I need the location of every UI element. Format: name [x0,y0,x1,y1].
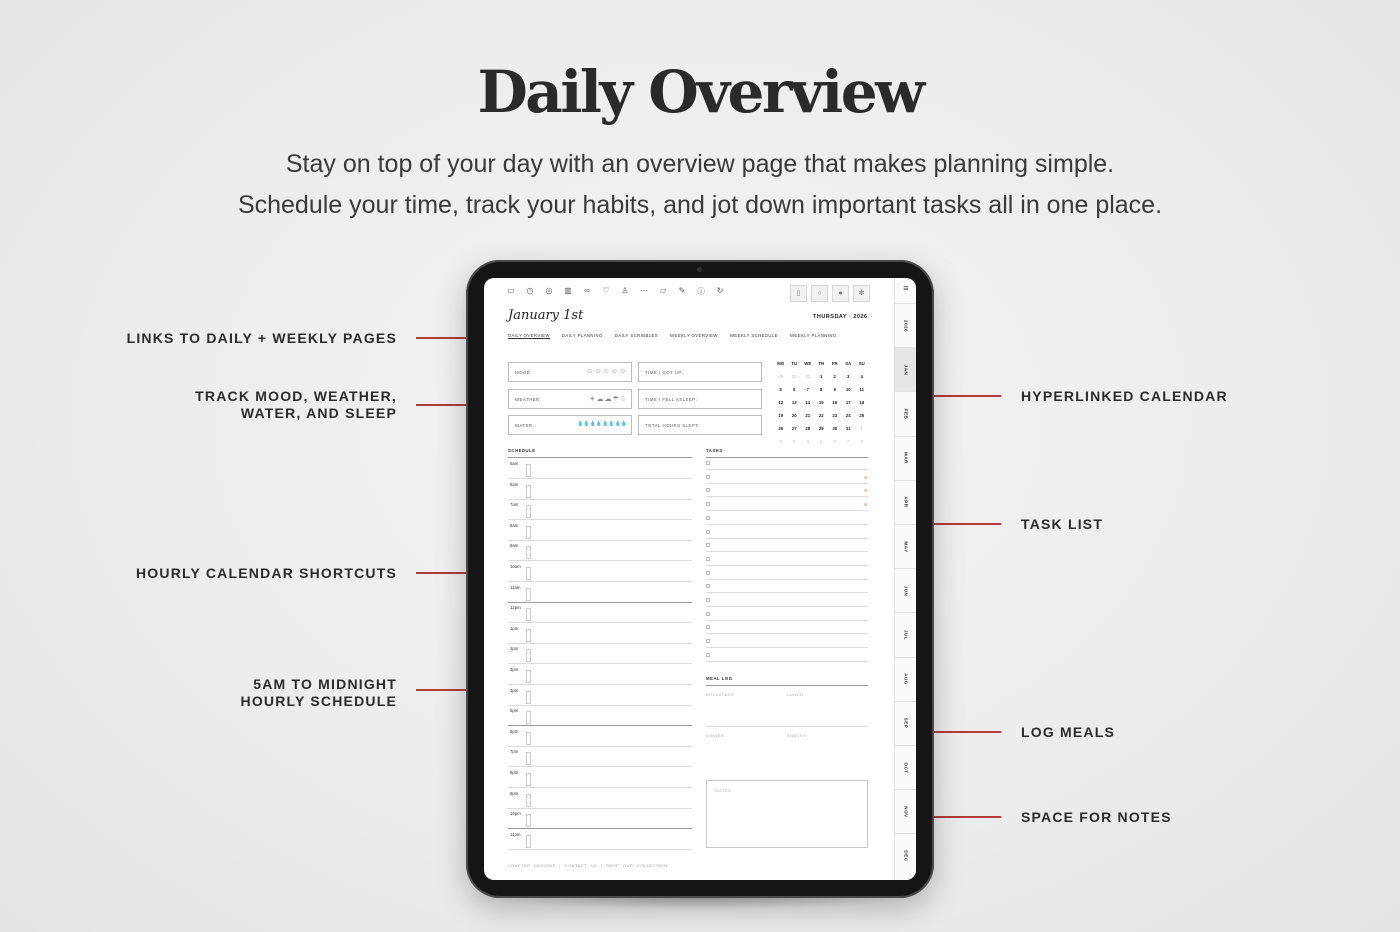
calendar-day[interactable]: 24 [845,413,851,418]
side-tab-label: JUL [903,629,909,641]
nav-daily-planning[interactable]: DAILY PLANNING [561,333,603,338]
schedule-line [508,766,692,767]
schedule-line [508,808,692,809]
calendar-day[interactable]: 30 [832,426,838,431]
hour-label[interactable]: 11am [510,584,521,590]
task-line [706,551,868,552]
hour-label[interactable]: 9am [510,543,519,549]
schedule-line [508,540,692,541]
tracker-label: WEATHER [515,397,540,402]
tracker-label: MOOD [515,370,531,375]
callout-line: LINKS TO DAILY + WEEKLY PAGES [126,330,397,346]
camera-icon [697,267,702,272]
callout-line: 5AM TO MIDNIGHT [253,676,397,692]
side-tab-month[interactable] [895,524,916,568]
side-tab-label: 2026 [903,319,909,332]
schedule-line [508,849,692,850]
toolbar-right [790,285,870,302]
hour-label[interactable]: 7am [510,502,519,508]
nav-weekly-schedule[interactable]: WEEKLY SCHEDULE [729,333,778,338]
side-tab-month[interactable] [895,657,916,701]
calendar-day[interactable]: 29 [818,426,824,431]
meal-dinner-label[interactable]: DINNER [706,733,725,738]
hour-shortcut-box[interactable] [526,711,531,724]
calendar-day[interactable]: 7 [806,387,809,392]
planner-toolbar [506,286,725,297]
callout-line: HOURLY CALENDAR SHORTCUTS [135,565,397,581]
callout-links-label [127,330,397,347]
calendar-day[interactable]: 6 [833,439,836,444]
hour-label[interactable]: 9pm [510,790,519,796]
schedule-line [508,643,692,644]
calendar-day[interactable]: 8 [820,387,823,392]
task-line [706,469,868,470]
calendar-day[interactable]: 13 [791,400,797,405]
side-tab-label: JAN [903,364,909,376]
target-icon[interactable]: ◎ [545,286,553,295]
calendar-week-row [774,400,869,413]
mood-tracker[interactable] [508,362,632,382]
weather-tracker[interactable] [508,389,632,409]
schedule-line [508,705,692,706]
date-title: January 1st [508,308,584,323]
side-tab-label: JUN [903,585,909,597]
callout-line: HOURLY SCHEDULE [240,693,397,709]
side-tab-month[interactable] [895,480,916,524]
side-tab-month[interactable] [895,612,916,656]
calendar-day[interactable]: 6 [793,387,796,392]
subtitle-line-1: Stay on top of your day with an overview page that makes planning simple. [285,150,1115,178]
calendar-day[interactable]: 1 [860,426,863,431]
footer-shop-link[interactable]: SHOP OUR COLLECTION [605,863,668,868]
task-line [706,620,868,621]
hour-label[interactable]: 8am [510,522,519,528]
notes-area[interactable] [706,780,868,848]
side-tab-month[interactable] [895,789,916,833]
tracker-label: TIME I FELL ASLEEP: [645,397,698,402]
task-line [706,565,868,566]
calendar-day[interactable]: 14 [805,400,811,405]
task-line [706,524,868,525]
hour-label[interactable]: 5am [510,461,519,466]
footer-brand-link[interactable]: CRAFTER DESIGN® [508,863,556,868]
hour-label[interactable]: 3pm [510,667,519,672]
hour-shortcut-box[interactable] [526,649,531,662]
hour-label[interactable]: 5pm [510,708,519,714]
task-checkbox[interactable] [706,488,710,492]
hour-label[interactable]: 2pm [510,646,519,652]
calendar-day[interactable]: 18 [859,400,865,405]
calendar-day[interactable]: 4 [860,374,863,379]
task-checkbox[interactable] [706,461,710,465]
meal-lunch-label[interactable]: LUNCH [787,692,804,697]
hour-shortcut-box[interactable] [526,835,531,848]
task-checkbox[interactable] [706,516,710,520]
side-tab-label: MAY [903,540,909,553]
task-line [706,647,868,648]
notes-label: NOTES [715,788,732,793]
schedule-line [508,519,692,520]
subtitle-line-2: Schedule your time, track your habits, and jot down important tasks all in one place. [237,191,1163,219]
water-drop-icons: 💧💧💧💧💧💧💧💧 [577,421,627,427]
planner-footer: CRAFTER DESIGN® | CONTACT US | SHOP OUR COLLECTION [508,863,668,868]
schedule-line [508,560,692,561]
task-checkbox[interactable] [706,584,710,588]
task-priority-dot [864,489,867,492]
task-checkbox[interactable] [706,557,710,561]
calendar-day[interactable]: 16 [832,400,838,405]
tracker-label: TIME I GOT UP: [645,370,684,375]
task-priority-dot [864,503,867,506]
weekday-label: TH [818,361,825,366]
hour-shortcut-box[interactable] [526,505,531,518]
calendar-week-row [774,413,869,426]
calendar-day[interactable]: 5 [820,439,823,444]
calendar-day[interactable]: 9 [833,387,836,392]
calendar-day[interactable]: 30 [791,374,797,379]
weekday-label: TU [791,361,798,366]
side-tab-label: FEB [903,408,909,420]
callout-hourly-label [136,565,397,582]
calendar-week-row [774,374,869,387]
hour-shortcut-box[interactable] [526,752,531,765]
weekday-label: SA [845,361,852,366]
callout-tasks-label [1021,516,1103,533]
mini-calendar [774,361,869,452]
hour-shortcut-box[interactable] [526,691,531,704]
calendar-day[interactable]: 26 [778,426,784,431]
task-checkbox[interactable] [706,543,710,547]
hour-label[interactable]: 6pm [510,728,519,734]
nav-daily-scribbles[interactable]: DAILY SCRIBBLES [614,333,659,338]
dots-icon[interactable]: ⋯ [640,286,648,295]
mood-faces-icon: ☺☺☺☺☺ [586,368,627,375]
side-tab-month[interactable] [895,833,916,877]
pen-icon[interactable]: ✎ [678,286,686,295]
hour-shortcut-box[interactable] [526,629,531,642]
task-checkbox[interactable] [706,502,710,506]
side-tab-label: APR [903,496,909,508]
task-priority-dot [864,476,867,479]
calendar-day[interactable]: 5 [779,387,782,392]
schedule-line [508,684,692,685]
callout-calendar-label [1021,388,1228,405]
callout-line: TASK LIST [1021,516,1104,532]
month-side-tabs [894,278,916,880]
task-line [706,606,868,607]
schedule-line [508,787,692,788]
task-line [706,483,868,484]
nav-daily-overview[interactable]: DAILY OVERVIEW [508,333,550,338]
side-tab-month[interactable] [895,701,916,745]
weekday-label: SU [858,361,865,366]
bookmark-icon[interactable]: ▯ [790,285,807,302]
hour-label[interactable]: 8pm [510,770,519,775]
hour-shortcut-box[interactable] [526,526,531,539]
callout-line: WATER, AND SLEEP [240,405,397,421]
meal-log-rule [706,685,868,686]
hour-shortcut-box[interactable] [526,567,531,580]
folder-icon[interactable]: ▱ [659,286,667,295]
schedule-line [508,663,692,664]
calendar-day[interactable]: 1 [820,374,823,379]
calendar-day[interactable]: 2 [779,439,782,444]
side-tab-label: MAR [903,452,909,465]
hour-shortcut-box[interactable] [526,485,531,498]
tracker-label: TOTAL HOURS SLEPT: [645,423,700,428]
meal-divider [706,726,868,727]
nav-weekly-planning[interactable]: WEEKLY PLANNING [789,333,837,338]
sleep-time-field[interactable] [638,389,762,409]
schedule-rule [508,457,692,458]
calendar-day[interactable]: 22 [818,413,824,418]
calendar-week-row [774,387,869,400]
side-tab-label: SEP [903,718,909,729]
info-icon[interactable]: ⓘ [697,287,705,296]
hour-shortcut-box[interactable] [526,794,531,807]
hour-shortcut-box[interactable] [526,670,531,683]
task-checkbox[interactable] [706,639,710,643]
meal-breakfast-label[interactable]: BREAKFAST [706,692,735,697]
footer-contact-link[interactable]: CONTACT US [564,863,598,868]
tracker-label: WATER [515,423,533,428]
calendar-week-row [774,426,869,439]
task-line [706,592,868,593]
calendar-day[interactable]: 17 [845,400,851,405]
hour-label[interactable]: 10am [510,564,521,569]
page-headline: Daily Overview [477,58,923,126]
task-checkbox[interactable] [706,530,710,534]
hour-shortcut-box[interactable] [526,608,531,621]
apple-icon[interactable]: ● [832,285,849,302]
hour-shortcut-box[interactable] [526,814,531,827]
hour-shortcut-box[interactable] [526,464,531,477]
calendar-day[interactable]: 23 [832,413,838,418]
callout-notes-label [1021,809,1172,826]
calendar-day[interactable]: 3 [847,374,850,379]
callout-meals-label [1021,724,1115,741]
menu-icon[interactable]: ≡ [903,283,909,293]
task-line [706,661,868,662]
calendar-day[interactable]: 28 [805,426,811,431]
side-tab-label: NOV [903,806,909,818]
settings-icon[interactable]: ✻ [853,285,870,302]
task-line [706,510,868,511]
schedule-line [508,622,692,623]
planner-screen [484,278,916,880]
hour-label[interactable]: 11pm [510,831,521,837]
side-tab-month[interactable] [895,391,916,435]
task-line [706,538,868,539]
calendar-day[interactable]: 11 [859,387,865,392]
water-tracker[interactable] [508,415,632,435]
task-checkbox[interactable] [706,612,710,616]
calendar-day[interactable]: 10 [845,387,851,392]
task-line [706,579,868,580]
chart-icon[interactable]: ▥ [564,286,572,295]
callout-trackers-label [195,388,397,422]
date-weekday-year: THURSDAY · 2026 [813,314,868,320]
hour-shortcut-box[interactable] [526,732,531,745]
callout-line: HYPERLINKED CALENDAR [1021,388,1228,404]
calendar-day[interactable]: 8 [860,439,863,444]
schedule-line [508,478,692,479]
side-tab-label: OCT [903,761,909,774]
calendar-day[interactable]: 31 [805,374,811,379]
schedule-heading: SCHEDULE [508,448,536,453]
side-tab-month[interactable] [895,436,916,480]
tasks-rule [706,457,868,458]
calendar-day[interactable]: 2 [833,374,836,379]
wake-time-field[interactable] [638,362,762,382]
clock-icon[interactable]: ◷ [526,286,534,295]
side-tab-month[interactable] [895,745,916,789]
side-tab-label: DEC [903,850,909,862]
side-tab-month[interactable] [895,568,916,612]
search-icon[interactable]: ○ [811,285,828,302]
weekday-label: MO [777,361,785,366]
tablet-device [466,260,934,898]
page-nav-links [508,333,837,339]
schedule-line [508,581,692,582]
tasks-heading: TASKS [706,448,723,453]
side-tab-month[interactable] [895,347,916,391]
callout-schedule-label [241,676,397,710]
calendar-day[interactable]: 3 [793,439,796,444]
calendar-day[interactable]: 29 [778,374,784,379]
task-checkbox[interactable] [706,475,710,479]
task-line [706,496,868,497]
heart-icon[interactable]: ♡ [602,286,610,295]
schedule-line [508,746,692,747]
task-checkbox[interactable] [706,625,710,629]
schedule-line [508,499,692,500]
hour-shortcut-box[interactable] [526,773,531,786]
calendar-day[interactable]: 27 [791,426,797,431]
hour-label[interactable]: 10pm [510,811,521,817]
person-icon[interactable]: ♙ [621,286,629,295]
calendar-icon[interactable]: ▭ [507,286,515,295]
calendar-weekday-row [774,361,869,374]
hour-label[interactable]: 6am [510,481,519,487]
calendar-week-row [774,439,869,452]
hour-label[interactable]: 4pm [510,687,519,693]
callout-line: LOG MEALS [1021,724,1116,740]
refresh-icon[interactable]: ↻ [716,286,724,295]
hour-shortcut-box[interactable] [526,546,531,559]
calendar-day[interactable]: 4 [806,439,809,444]
task-checkbox[interactable] [706,598,710,602]
hour-shortcut-box[interactable] [526,588,531,601]
callout-line: SPACE FOR NOTES [1021,809,1172,825]
callout-line: TRACK MOOD, WEATHER, [195,388,397,404]
calendar-day[interactable]: 21 [805,413,811,418]
calendar-day[interactable]: 15 [818,400,824,405]
hour-label[interactable]: 1pm [510,625,519,631]
task-checkbox[interactable] [706,571,710,575]
weather-icons: ☀☁☁☂☃ [589,396,627,403]
meal-log-heading: MEAL LOG [706,676,733,681]
hours-slept-field[interactable] [638,415,762,435]
nav-weekly-overview[interactable]: WEEKLY OVERVIEW [670,333,718,338]
schedule-line [508,725,692,726]
calendar-day[interactable]: 31 [845,426,851,431]
calendar-day[interactable]: 25 [859,413,865,418]
task-line [706,633,868,634]
side-tab-year[interactable] [895,303,916,347]
weekday-label: WE [804,361,812,366]
calendar-day[interactable]: 20 [791,413,797,418]
calendar-day[interactable]: 19 [778,413,784,418]
hour-label[interactable]: 12pm [510,605,521,611]
link-icon[interactable]: ∞ [584,286,590,295]
schedule-line [508,828,692,829]
calendar-day[interactable]: 7 [847,439,850,444]
task-checkbox[interactable] [706,653,710,657]
meal-snacks-label[interactable]: SNACKS [787,733,807,738]
schedule-line [508,602,692,603]
calendar-day[interactable]: 12 [778,400,784,405]
hour-label[interactable]: 7pm [510,749,519,755]
side-tab-label: AUG [903,673,909,686]
weekday-label: FR [831,361,838,366]
